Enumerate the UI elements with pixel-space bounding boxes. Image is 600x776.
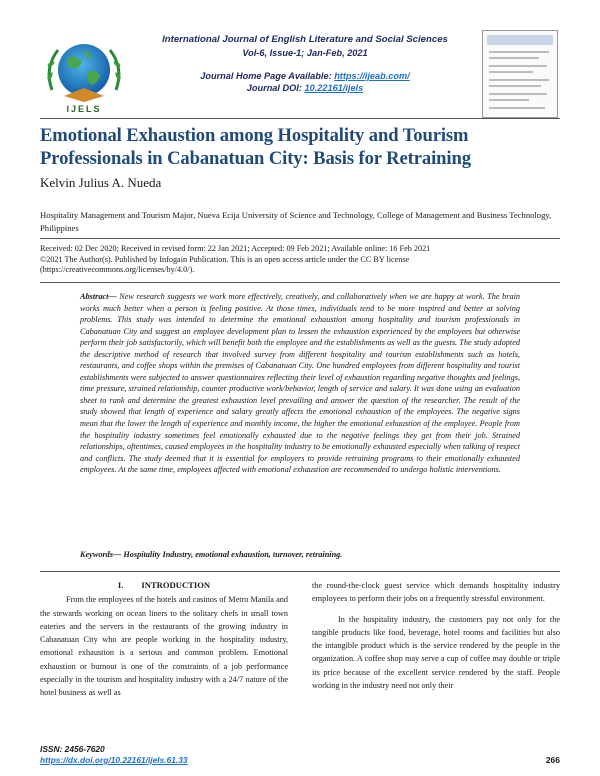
section-title: INTRODUCTION xyxy=(141,580,211,590)
article-author: Kelvin Julius A. Nueda xyxy=(40,175,162,190)
received-dates: Received: 02 Dec 2020; Received in revised form: 22 Jan 2021; Accepted: 09 Feb 2021; Available online: 16 Feb 2021 xyxy=(40,244,431,253)
affiliation-divider xyxy=(40,238,560,239)
doi-label: Journal DOI: xyxy=(246,83,305,93)
journal-doi-line xyxy=(140,82,470,94)
abstract-label: Abstract xyxy=(80,292,109,301)
abstract-divider xyxy=(40,571,560,572)
section-number: I. xyxy=(117,580,124,590)
homepage-link[interactable]: https://ijeab.com/ xyxy=(334,71,410,81)
copyright-notice: ©2021 The Author(s). Published by Infogain Publication. This is an open access article under the CC BY license xyxy=(40,254,410,264)
journal-info xyxy=(140,34,470,94)
footer-doi-link[interactable]: https://dx.doi.org/10.22161/ijels.61.33 xyxy=(40,755,188,765)
journal-logo-icon xyxy=(38,32,130,114)
body-paragraph: In the hospitality industry, the customers pay not only for the tangible products like food, beverage, hotel rooms and facilities but also the intangible product which is the service rendered by the people in the organization. A coffee shop may serve a cup of coffee may double or triple its price because of the excellent service rendered by the staff. People working in the industry need not only their xyxy=(312,614,560,691)
author-affiliation: Hospitality Management and Tourism Major, Nueva Ecija University of Science and Technology, College of Management and Business Technology, Philippines xyxy=(40,210,552,233)
keywords xyxy=(80,550,520,559)
abstract-text: New research suggests we work more effectively, creatively, and collaboratively when we are happy at work. The brain works much better when a person is feeling positive. At those times, individuals tend to be more inspired and better at solving problems. This study was intended to determine the emotional exhaustion among hospitality and tourism professionals in Cabanatuan City and suggest an employee development plan to lessen the exhaustion experienced by the employees but otherwise perform their job satisfactorily, which will benefit both the employee and the establishments as well as the guests. The study adopted the descriptive method of research that involved survey from different hospitality and tourism establishments such as hotels, restaurants, and coffee shops within the premises of Cabanatuan City. One hundred employees from different hospitality and tourist establishments were subjected to answer questionnaires reflecting their level of exhaustion regarding negative thoughts and feelings, time pressure, strained relationship, counter productive work/behavior, length of service and salary. It was done using an evaluation sheet to rank and determine the greatest exhaustion level prevailing and answer the question of the researcher. The result of the study showed that length of experience and salary greatly affects the emotional exhaustion of the employees. The negative signs mean that the lower the length of experience and monthly income, the higher the emotional exhaustion of the employee. People from the hospitality industry sometimes feel emotionally exhausted due to the negative feelings they get from their job. Strained relationships, oftentimes, caused employees in the hospitality industry to be emotionally exhausted especially when talking of respect and conflicts. The study deemed that it is essential for employers to provide retraining programs to their emotionally exhausted employees. At the same time, employees affected with emotional exhaustion are recommended to undergo holistic interventions. xyxy=(80,292,520,475)
history-divider xyxy=(40,282,560,283)
keywords-dash: — xyxy=(113,550,124,559)
page-footer xyxy=(40,744,560,766)
header-divider xyxy=(40,118,560,119)
body-column-left xyxy=(40,579,288,700)
journal-volume: Vol-6, Issue-1; Jan-Feb, 2021 xyxy=(242,48,368,58)
body-paragraph: From the employees of the hotels and casinos of Metro Manila and the stewards working on ocean liners to the solitary chefs in small town eateries and the servers in the restaurants of the growing industry in Cabanatuan City who are people working in the hospitality industry, emotional exhaustion is a serious and common problem. Emotional exhaustion or burnout is one of the constraints of a job performance especially in the tourism and hospitality industry with a 24/7 nature of the hotel business as well as xyxy=(40,595,288,698)
keywords-text: Hospitality Industry, emotional exhaustion, turnover, retraining. xyxy=(123,550,343,559)
journal-doi-link[interactable]: 10.22161/ijels xyxy=(304,83,364,93)
article-history xyxy=(40,244,560,276)
journal-name: International Journal of English Literature and Social Sciences xyxy=(162,34,448,45)
journal-header xyxy=(40,34,560,112)
journal-cover-thumbnail xyxy=(482,30,558,118)
homepage-label: Journal Home Page Available: xyxy=(200,71,335,81)
journal-homepage-line xyxy=(140,70,470,82)
body-column-right xyxy=(312,579,560,692)
abstract xyxy=(80,291,520,476)
license-link[interactable]: (https://creativecommons.org/licenses/by/4.0/). xyxy=(40,265,195,274)
footer-issn: ISSN: 2456-7620 xyxy=(40,744,105,754)
page-number: 266 xyxy=(545,755,560,765)
abstract-dash: — xyxy=(108,292,120,301)
body-paragraph: the round-the-clock guest service which demands hospitality industry employees to perform their jobs on a frequently stressful environment. xyxy=(312,581,560,604)
logo-text: IJELS xyxy=(66,104,102,114)
section-heading xyxy=(40,579,288,592)
article-title: Emotional Exhaustion among Hospitality and Tourism Professionals in Cabanatuan City: Basis for Retraining xyxy=(40,125,471,169)
keywords-label: Keywords xyxy=(80,550,113,559)
